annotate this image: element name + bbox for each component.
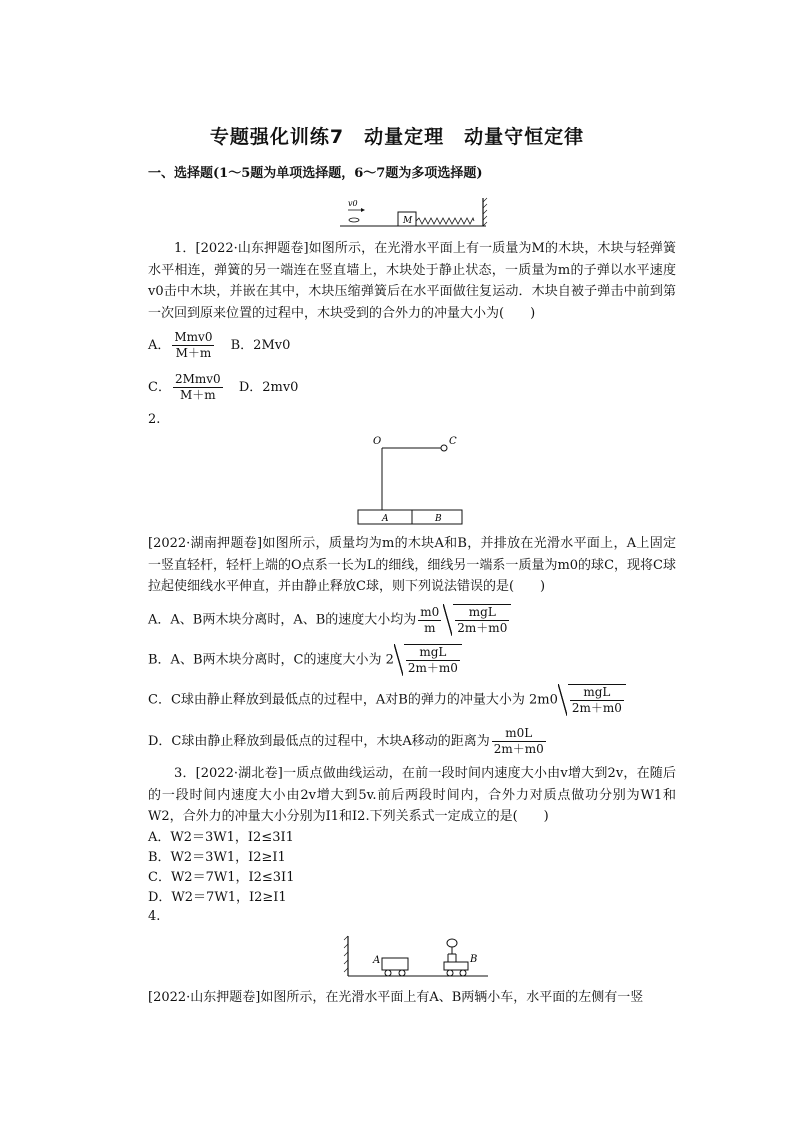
q1-option-c: C． $\frac{\text{2Mmv0}}{M+m}$ D．2mv0 [148,372,299,402]
q1-fig-v0-label: v0 [348,199,358,208]
q1-stem: 1．[2022·山东押题卷]如图所示，在光滑水平面上有一质量为M的木块，木块与轻弹簧水平相连，弹簧的另一端连在竖直墙上，木块处于静止状态，一质量为m的子弹以水平速度v0击中木块，并嵌在其中，木块压缩弹簧后在水平面做往复运动．木块自被子弹击中前到第一次回到原来位置的过程中，木块受到的合外力的冲量大小为( ) [148,241,676,321]
q1-option-b: B．2Mv0 [230,338,291,353]
q1-option-a: A． $\frac{\text{Mmv0}}{M+m}$ B．2Mv0 [148,330,291,360]
q2-option-c: C．C球由静止释放到最低点的过程中，A对B的弹力的冲量大小为 2m0 $\frac{\text{mgL}}{2m+m0}$ [148,684,626,716]
q2-option-d: D．C球由静止释放到最低点的过程中，木块A移动的距离为 $\frac{m0L}{2m+m0}$ [148,726,544,756]
q2-option-a: A．A、B两木块分离时，A、B的速度大小均为 $\frac{m0}{m}$ $\frac{\text{mgL}}{2m+m0}$ [148,604,511,636]
q3-option-b: B．W2＝3W1，I2≥I1 [148,850,286,865]
q1-option-d: D．2mv0 [238,380,299,395]
q2-stem: [2022·湖南押题卷]如图所示，质量均为m的木块A和B，并排放在光滑水平面上，A上固定一竖直轻杆，轻杆上端的O点系一长为L的细线，细线另一端系一质量为m0的球C，现将C球拉起使细线水平伸直，并由静止释放C球，则下列说法错误的是( ) [148,536,676,594]
q2-fig-O-label: O [373,436,382,447]
q3-option-a: A．W2＝3W1，I2≤3I1 [148,830,294,845]
q3-option-d: D．W2＝7W1，I2≥I1 [148,890,287,905]
q4-fig-B-label: B [470,954,478,965]
q4-figure [340,932,490,982]
section-heading: 一、选择题(1～5题为单项选择题，6～7题为多项选择题) [148,166,483,181]
q2-fig-A-label: A [382,514,389,524]
q4-fig-A-label: A [373,955,381,966]
q2-fig-B-label: B [435,514,442,524]
q3-stem: 3．[2022·湖北卷]一质点做曲线运动，在前一段时间内速度大小由v增大到2v，在随后的一段时间内速度大小由2v增大到5v.前后两段时间内，合外力对质点做功分别为W1和W2，合外力的冲量大小分别为I1和I2.下列关系式一定成立的是( ) [148,766,676,824]
q1-fig-M-label: M [403,216,413,226]
q2-fig-C-label: C [449,436,457,447]
q2-figure [355,432,470,528]
q2-number: 2. [148,412,161,427]
q4-number: 4. [148,909,161,924]
q1-figure [340,196,490,230]
q4-stem: [2022·山东押题卷]如图所示，在光滑水平面上有A、B两辆小车，水平面的左侧有一竖 [148,990,644,1005]
q3-option-c: C．W2＝7W1，I2≤3I1 [148,870,295,885]
q2-option-b: B．A、B两木块分离时，C的速度大小为 2 $\frac{\text{mgL}}{2m+m0}$ [148,644,462,676]
page-title: 专题强化训练7 动量定理 动量守恒定律 [209,126,585,148]
